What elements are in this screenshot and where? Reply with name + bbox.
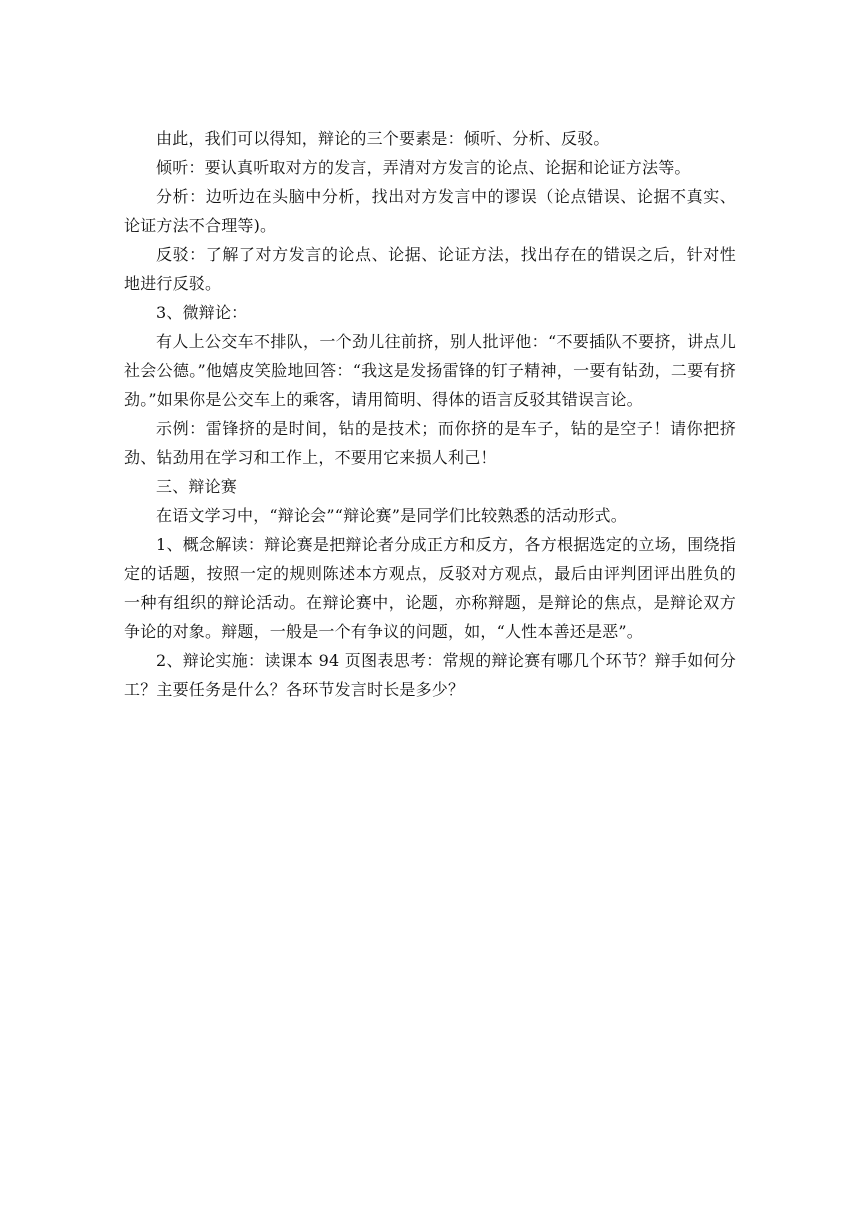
paragraph-debate-forms: 在语文学习中，“辩论会”“辩论赛”是同学们比较熟悉的活动形式。: [156, 506, 627, 525]
paragraph-listening: 倾听：要认真听取对方的发言，弄清对方发言的论点、论据和论证方法等。: [156, 158, 691, 177]
paragraph-example-answer: 示例：雷锋挤的是时间，钻的是技术；而你挤的是车子，钻的是空子！请你把挤劲、钻劲用在学习和工作上，不要用它来损人利己！: [124, 419, 736, 467]
paragraph-debate-implementation: 2、辩论实施：读课本 94 页图表思考：常规的辩论赛有哪几个环节？辩手如何分工？主要任务是什么？各环节发言时长是多少？: [124, 651, 736, 699]
document-body: [124, 124, 736, 704]
paragraph-concept-explanation: 1、概念解读：辩论赛是把辩论者分成正方和反方，各方根据选定的立场，围绕指定的话题，按照一定的规则陈述本方观点，反驳对方观点，最后由评判团评出胜负的一种有组织的辩论活动。在辩论赛中，论题，亦称辩题，是辩论的焦点，是辩论双方争论的对象。辩题，一般是一个有争议的问题，如，“人性本善还是恶”。: [124, 535, 736, 641]
paragraph-analysis: 分析：边听边在头脑中分析，找出对方发言中的谬误（论点错误、论据不真实、论证方法不合理等)。: [124, 187, 736, 235]
paragraph-rebuttal: 反驳：了解了对方发言的论点、论据、论证方法，找出存在的错误之后，针对性地进行反驳。: [124, 245, 736, 293]
paragraph-bus-scenario: 有人上公交车不排队，一个劲儿往前挤，别人批评他：“不要插队不要挤，讲点儿社会公德。”他嬉皮笑脸地回答：“我这是发扬雷锋的钉子精神，一要有钻劲，二要有挤劲。”如果你是公交车上的乘客，请用简明、得体的语言反驳其错误言论。: [124, 332, 736, 409]
paragraph-debate-elements: 由此，我们可以得知，辩论的三个要素是：倾听、分析、反驳。: [156, 129, 610, 148]
section-heading-debate-contest: 三、辩论赛: [156, 477, 238, 496]
section-heading-micro-debate: 3、微辩论：: [156, 303, 248, 322]
